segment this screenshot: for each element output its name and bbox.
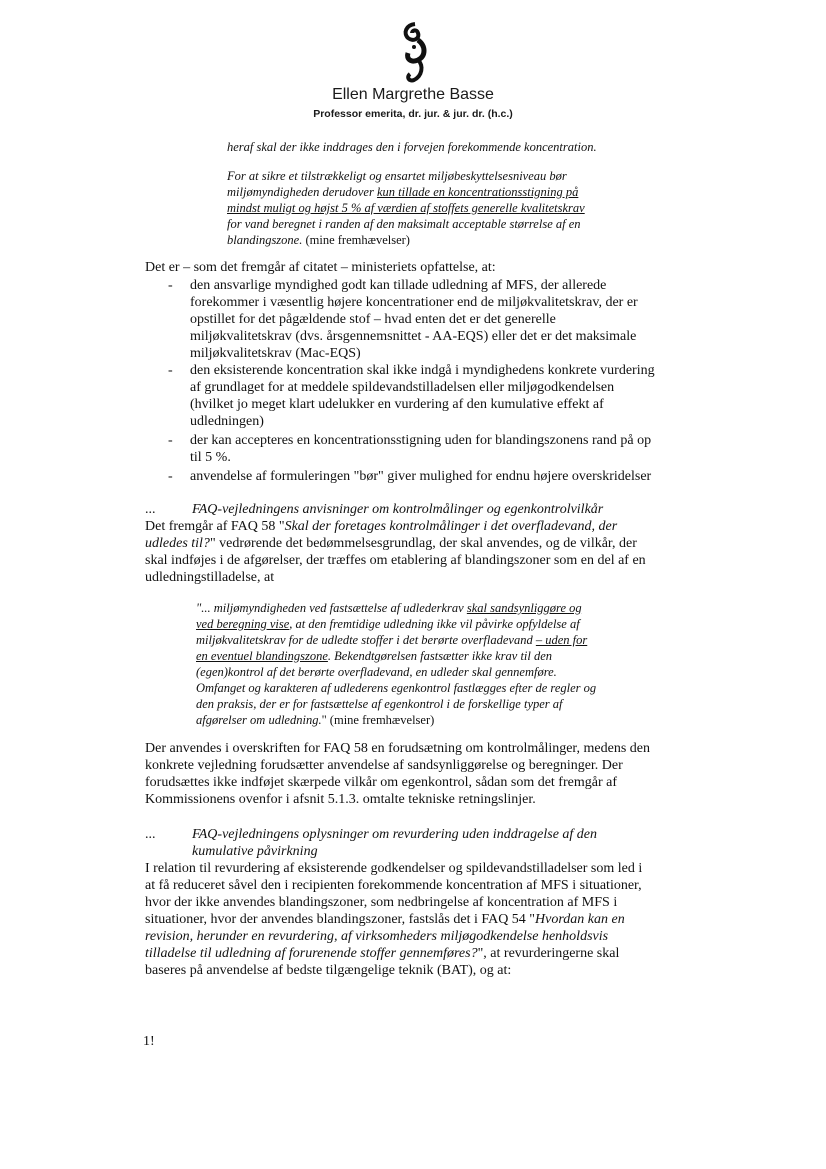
- para2-line: forudsættes ikke indføjet skærpede vilkår om egenkontrol, sådan som det fremgår af: [145, 775, 617, 790]
- para1-intro: Det er – som det fremgår af citatet – ministeriets opfattelse, at:: [145, 260, 496, 275]
- quote2-line1: "... miljømyndigheden ved fastsættelse af udlederkrav skal sandsynliggøre og: [196, 601, 582, 615]
- author-name: Ellen Margrethe Basse: [332, 86, 494, 103]
- section1-line1: Det fremgår af FAQ 58 "Skal der foretages kontrolmålinger i det overfladevand, der: [145, 519, 618, 534]
- quote2-line6: Omfanget og karakteren af udlederens egenkontrol fastlægges efter de regler og: [196, 681, 597, 695]
- bullet-dash: -: [168, 433, 173, 448]
- section2-heading-line2: kumulative påvirkning: [192, 844, 318, 859]
- quote1-line4: [227, 201, 585, 216]
- quote1-line6: blandingszone. (mine fremhævelser): [227, 233, 410, 247]
- section1-heading: FAQ-vejledningens anvisninger om kontrolmålinger og egenkontrolvilkår: [192, 502, 604, 517]
- bullet-dash: -: [168, 278, 173, 293]
- page-number: 1!: [143, 1034, 155, 1049]
- quote1-emphasis: kun tillade en koncentrationsstigning på: [376, 185, 579, 199]
- quote2-emphasis: skal sandsynliggøre og: [466, 601, 582, 615]
- bullet3-line: til 5 %.: [190, 450, 231, 465]
- quote2-emphasis: – uden for: [535, 633, 588, 647]
- bullet-dash: -: [168, 363, 173, 378]
- section2-heading-line1: FAQ-vejledningens oplysninger om revurdering uden inddragelse af den: [192, 827, 598, 842]
- section2-line6: tilladelse til udledning af forurenende stoffer gennemføres?", at revurderingerne skal: [145, 946, 620, 961]
- quote2-line2: ved beregning vise, at den fremtidige udledning ikke vil påvirke opfyldelse af: [196, 617, 580, 631]
- para2-line: Kommissionens ovenfor i afsnit 5.1.3. omtalte tekniske retningslinjer.: [145, 792, 536, 807]
- section2-line1: I relation til revurdering af eksisterende godkendelser og spildevandstilladelser som led i: [145, 861, 643, 876]
- bullet2-line: af grundlaget for at meddele spildevandstilladelsen eller miljøgodkendelsen: [190, 380, 615, 395]
- seahorse-logo-icon: [396, 22, 432, 84]
- bullet1-line: opstillet for det pågældende stof – hvad enten det er det generelle: [190, 312, 556, 327]
- section1-line2: udledes til?" vedrørende det bedømmelsesgrundlag, der skal anvendes, og de vilkår, der: [145, 536, 637, 551]
- bullet2-line: (hvilket jo meget klart udelukker en vurdering af den kumulative effekt af: [190, 397, 604, 412]
- bullet1-line: forekommer i væsentlig højere koncentrationer end de miljøkvalitetskrav, der er: [190, 295, 638, 310]
- section2-line3: hvor der ikke anvendes blandingszoner, som nedbringelse af koncentration af MFS i: [145, 895, 618, 910]
- para2-line: Der anvendes i overskriften for FAQ 58 en forudsætning om kontrolmålinger, medens den: [145, 741, 651, 756]
- quote2-line4: en eventuel blandingszone. Bekendtgørelsen fastsætter ikke krav til den: [196, 649, 553, 663]
- section2-line5: revision, herunder en revurdering, af virksomheders miljøgodkendelse henholdsvis: [145, 929, 609, 944]
- bullet-dash: -: [168, 469, 173, 484]
- bullet4-line: anvendelse af formuleringen "bør" giver mulighed for endnu højere overskridelser: [190, 469, 652, 484]
- quote2-line8: afgørelser om udledning." (mine fremhævelser): [196, 713, 435, 727]
- bullet2-line: den eksisterende koncentration skal ikke indgå i myndighedens konkrete vurdering: [190, 363, 655, 378]
- quote1-emphasis: mindst muligt og højst 5 % af værdien af stoffets generelle kvalitetskrav: [227, 201, 585, 215]
- section2-line2: at få reduceret såvel den i recipienten forekommende koncentration af MFS i situationer,: [145, 878, 642, 893]
- bullet2-line: udledningen): [190, 414, 264, 429]
- quote2-emphasis: en eventuel blandingszone: [196, 649, 328, 663]
- section1-line3: skal indføjes i de afgørelser, der træffes om etablering af blandingszoner som en del af en: [145, 553, 646, 568]
- quote1-line5: for vand beregnet i randen af den maksimalt acceptable størrelse af en: [227, 217, 581, 231]
- section2-line7: baseres på anvendelse af bedste tilgængelige teknik (BAT), og at:: [145, 963, 512, 978]
- quote2-line3: miljøkvalitetskrav for de udledte stoffer i det berørte overfladevand – uden for: [196, 633, 588, 647]
- quote2-line7: den praksis, der er for fastsættelse af egenkontrol i de forskellige typer af: [196, 697, 563, 711]
- quote1-line1: heraf skal der ikke inddrages den i forvejen forekommende koncentration.: [227, 140, 597, 154]
- bullet1-line: miljøkvalitetskrav (Mac-EQS): [190, 346, 361, 361]
- bullet1-line: miljøkvalitetskrav (dvs. årsgennemsnittet - AA-EQS) eller det er det maksimale: [190, 329, 637, 344]
- bullet1-line: den ansvarlige myndighed godt kan tillade udledning af MFS, der allerede: [190, 278, 607, 293]
- section1-line4: udledningstilladelse, at: [145, 570, 275, 585]
- quote2-emphasis: ved beregning vise: [196, 617, 290, 631]
- author-title: Professor emerita, dr. jur. & jur. dr. (h.c.): [313, 108, 513, 120]
- quote2-line5: (egen)kontrol af det berørte overfladevand, en udleder skal gennemføre.: [196, 665, 557, 679]
- section2-line4: situationer, hvor der anvendes blandingszoner, fastslås det i FAQ 54 "Hvordan kan en: [145, 912, 625, 927]
- section2-dots: ...: [145, 827, 156, 842]
- bullet3-line: der kan accepteres en koncentrationsstigning uden for blandingszonens rand på op: [190, 433, 652, 448]
- para2-line: konkrete vejledning forudsætter anvendelse af sandsynliggørelse og beregninger. Der: [145, 758, 623, 773]
- section1-dots: ...: [145, 502, 156, 517]
- quote1-line2: For at sikre et tilstrækkeligt og ensartet miljøbeskyttelsesniveau bør: [227, 169, 567, 183]
- quote1-line3: miljømyndigheden derudover kun tillade en koncentrationsstigning på: [227, 185, 579, 199]
